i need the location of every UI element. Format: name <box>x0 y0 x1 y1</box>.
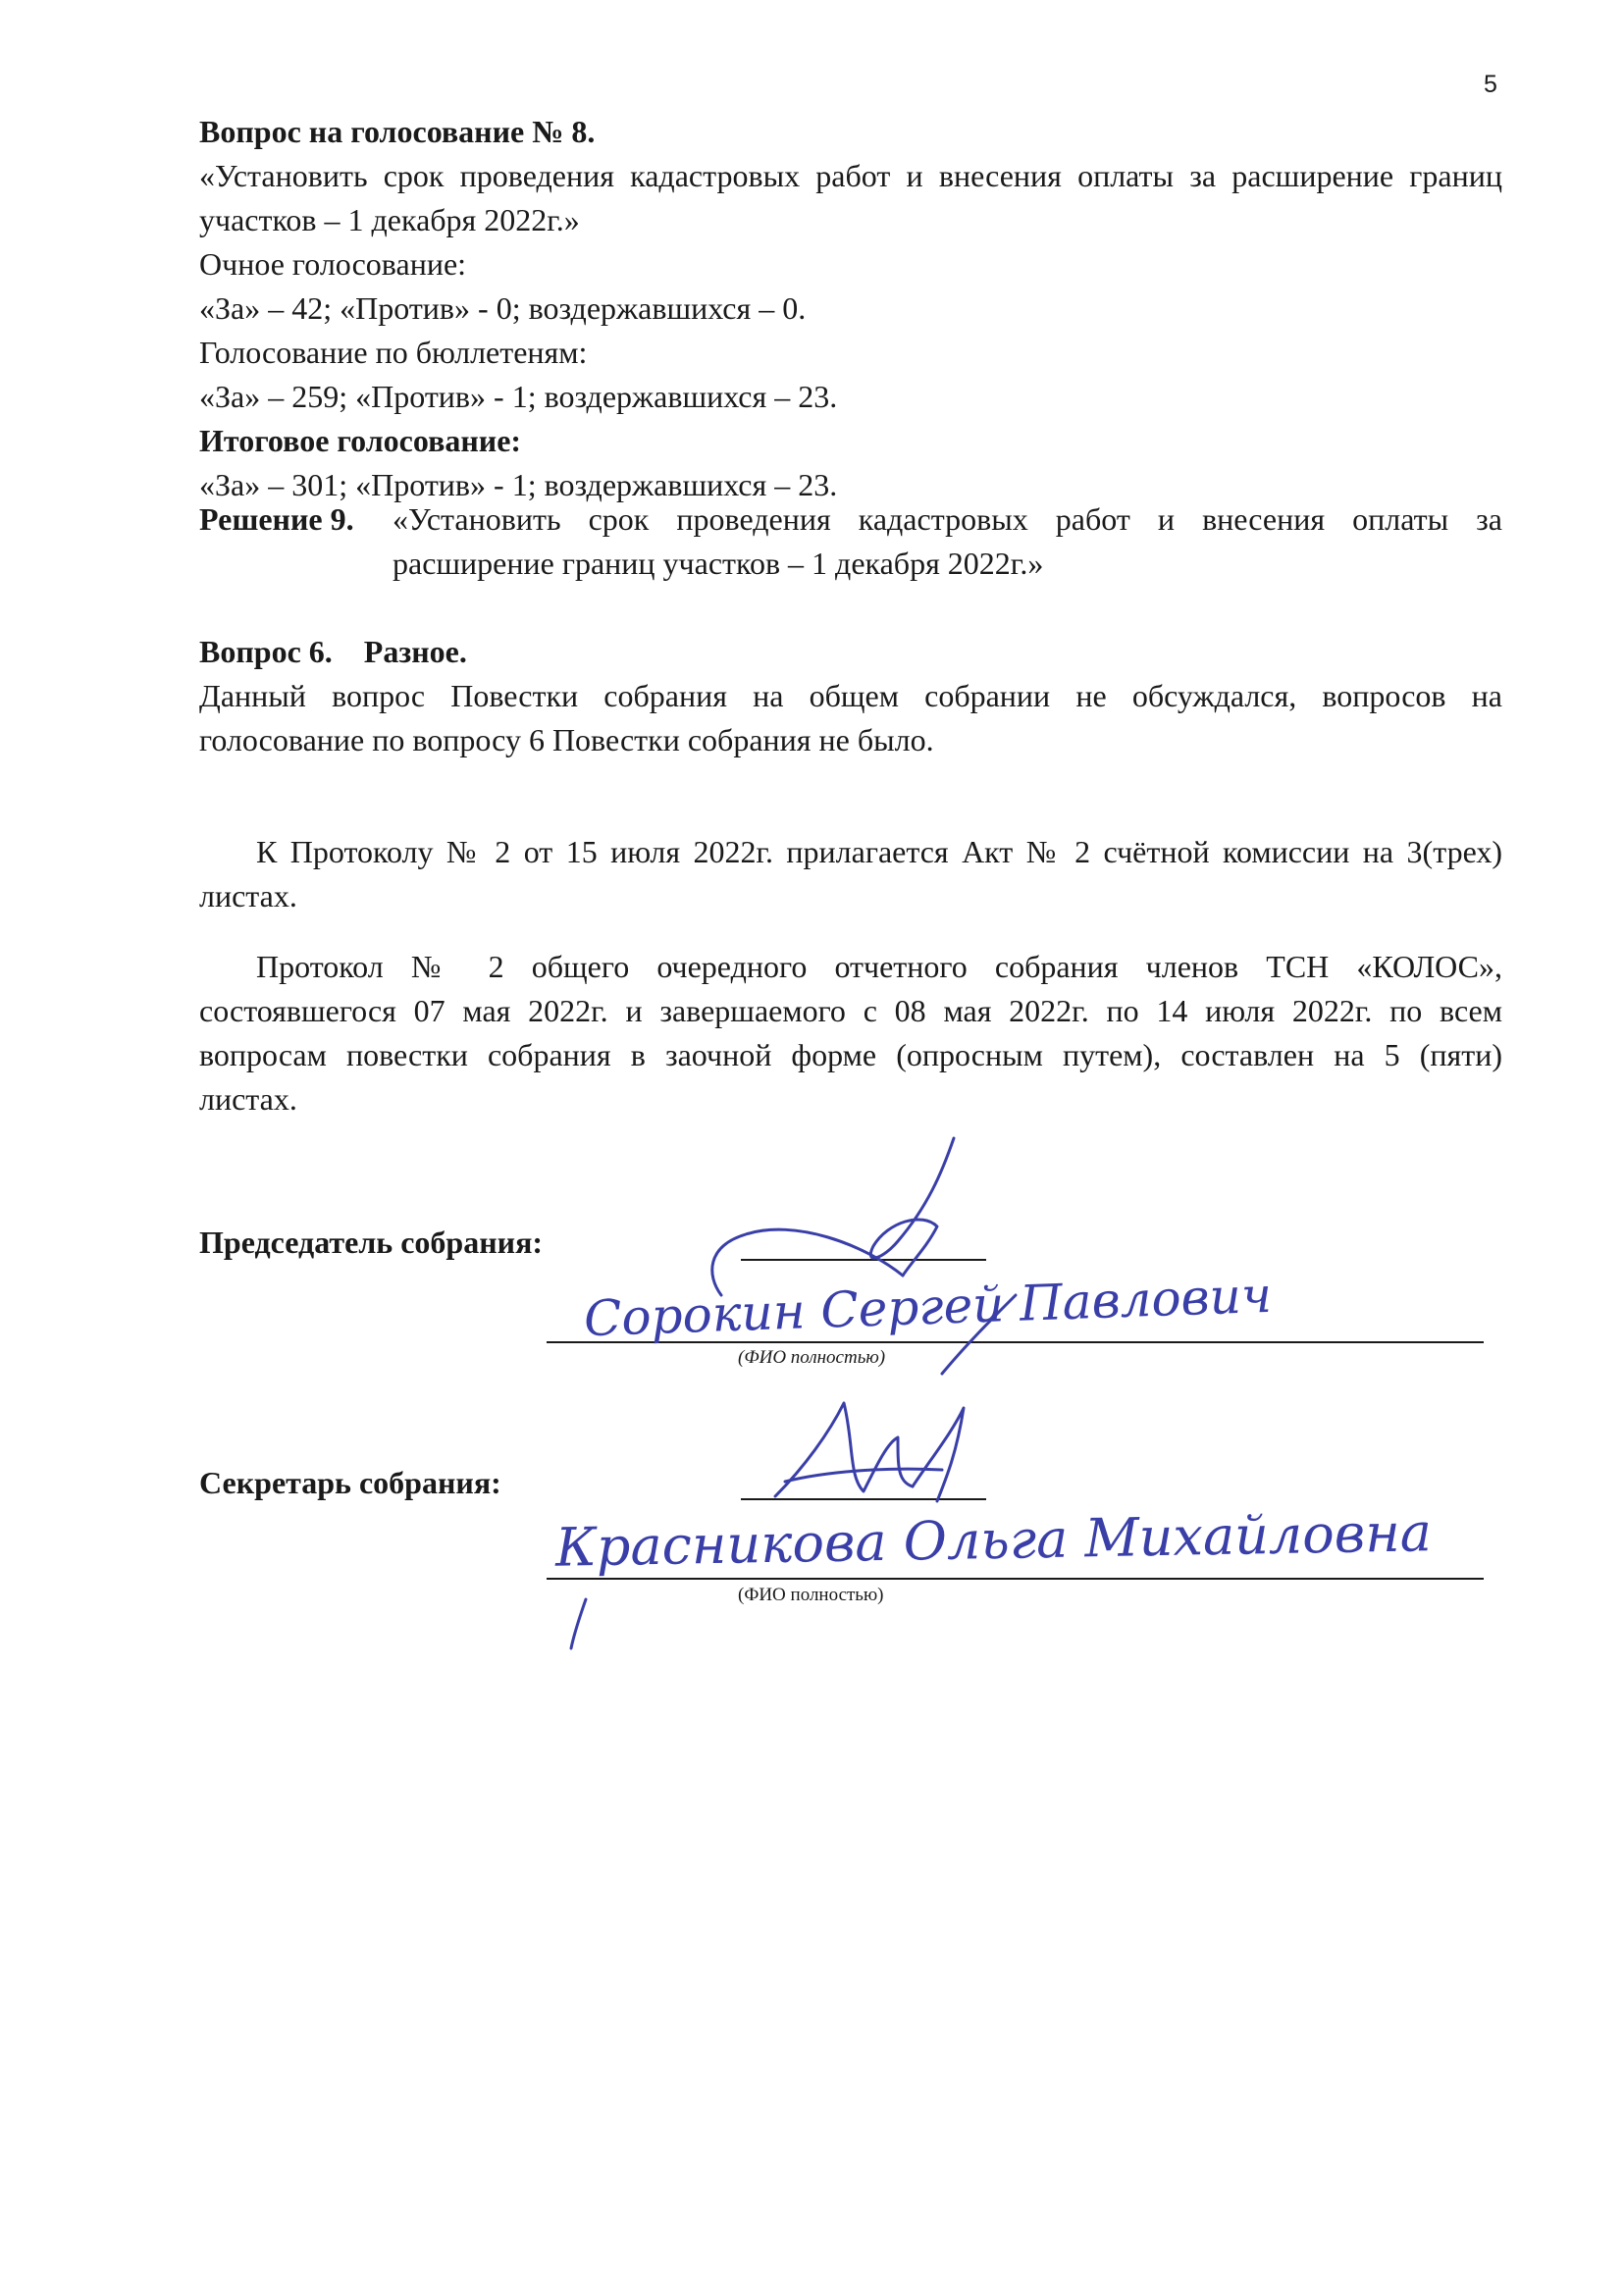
decision-9-text-line-2: расширение границ участков – 1 декабря 2022г.» <box>393 546 1044 581</box>
decision-9-label: Решение 9. <box>199 501 354 537</box>
secretary-handwritten-name: Красникова Ольга Михайловна <box>554 1501 1433 1579</box>
question-8-section <box>199 110 1502 507</box>
question-6-title: Вопрос 6. Разное. <box>199 634 467 669</box>
ballot-vote-result: «За» – 259; «Против» - 1; воздержавшихся – 23. <box>199 379 838 414</box>
question-6-section <box>199 630 1502 762</box>
chair-label: Председатель собрания: <box>199 1225 544 1260</box>
secretary-name-line <box>547 1578 1484 1580</box>
protocol-note-line-3: вопросам повестки собрания в заочной форме (опросным путем), составлен на 5 (пяти) <box>199 1037 1502 1072</box>
chair-signature-line <box>741 1259 986 1261</box>
question-8-text-line-2: участков – 1 декабря 2022г.» <box>199 202 580 237</box>
question-6-text-line-2: голосование по вопросу 6 Повестки собрания не было. <box>199 722 934 757</box>
ballot-vote-label: Голосование по бюллетеням: <box>199 335 588 370</box>
attachment-note-line-1: К Протоколу № 2 от 15 июля 2022г. прилагается Акт № 2 счётной комиссии на 3(трех) <box>256 834 1502 869</box>
protocol-note-line-2: состоявшегося 07 мая 2022г. и завершаемого с 08 мая 2022г. по 14 июля 2022г. по всем <box>199 993 1502 1028</box>
decision-9-text-line-1: «Установить срок проведения кадастровых работ и внесения оплаты за <box>393 501 1502 537</box>
attachment-note-line-2: листах. <box>199 878 297 913</box>
page-number: 5 <box>1484 71 1497 98</box>
chair-fio-caption: (ФИО полностью) <box>738 1347 886 1368</box>
decision-9 <box>199 497 1502 591</box>
protocol-note-line-1: Протокол № 2 общего очередного отчетного собрания членов ТСН «КОЛОС», <box>256 949 1502 984</box>
protocol-note-line-4: листах. <box>199 1081 297 1117</box>
secretary-label: Секретарь собрания: <box>199 1465 501 1500</box>
secretary-signature-line <box>741 1498 986 1500</box>
total-vote-label: Итоговое голосование: <box>199 423 522 458</box>
in-person-vote-label: Очное голосование: <box>199 246 467 282</box>
question-8-title: Вопрос на голосование № 8. <box>199 114 596 149</box>
in-person-vote-result: «За» – 42; «Против» - 0; воздержавшихся – 0. <box>199 290 807 326</box>
question-8-text-line-1: «Установить срок проведения кадастровых работ и внесения оплаты за расширение границ <box>199 158 1502 193</box>
secretary-fio-caption: (ФИО полностью) <box>738 1585 884 1605</box>
chair-handwritten-name: Сорокин Сергей Павлович <box>583 1266 1273 1348</box>
question-6-text-line-1: Данный вопрос Повестки собрания на общем собрании не обсуждался, вопросов на <box>199 678 1502 713</box>
protocol-note <box>199 945 1502 1121</box>
total-vote-result: «За» – 301; «Против» - 1; воздержавшихся – 23. <box>199 467 838 502</box>
attachment-note <box>199 830 1502 918</box>
